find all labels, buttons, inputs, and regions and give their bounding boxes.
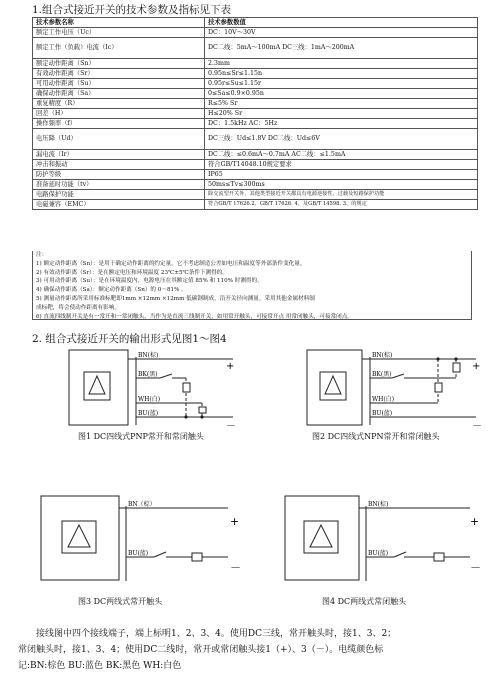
param-value: 0.95r≤Su≤1.15r [205,79,478,89]
plus-terminal: + [226,361,235,372]
paragraph-line: 接线图中四个接线端子，端上标明1、2、3、4。使用DC三线，常开触头时，接1、3、2； [36,629,397,639]
param-value: DC二线：5mA～100mA DC三线：1mA～200mA [205,38,478,59]
table-header-cell: 技术参数名称 [33,18,205,28]
table-row [33,59,478,69]
minus-terminal: － [472,421,482,431]
param-name: 额定动作距离（Sn） [33,59,205,69]
table-row [33,129,478,150]
spec-table [32,17,478,210]
param-value: 除交流型开关外，其他类型接近开关都具有电源逆接性、过载及短路保护功能 [205,190,478,200]
note-line: 6) 直流四线制开关是有一常开和一常闭触头，当作为是直流三线制开关，如用常开触头，可接常开点 用常闭触头，可接常闭点。 [36,313,353,320]
param-value: 0≤Sa≤0.9×0.95n [205,89,478,99]
param-name: 电压降（Ud） [33,129,205,150]
param-name: 电路保护功能 [33,190,205,200]
minus-terminal: － [470,561,481,574]
param-name: 准备延时功能（tv） [33,180,205,190]
param-value: DC三线：Ud≤1.8V DC二线：Ud≤6V [205,129,478,150]
param-name: 额定工作（负载）电流（Ic） [33,38,205,59]
param-name: 漏电流（Ir） [33,150,205,160]
param-name: 额定工作电压（Uc） [33,28,205,38]
param-name: 可用动作距离（Su） [33,79,205,89]
table-header-row [33,18,478,28]
table-row [33,99,478,109]
param-value: DC：10V～30V [205,28,478,38]
note-line: 成标靶，将会使动作距离有影响。 [36,304,120,311]
note-line: 1) 额定动作距离（Sn）：是用于确定动作距离的约定量。它不考虑制造公差如电压和温度等外部条件变化量。 [36,260,306,267]
figure-caption-4: 图4 DC两线式常闭触头 [322,597,407,606]
param-value: DC：1.5kHz AC：5Hz [205,119,478,129]
paragraph-line: 常闭触头时，接1、3、4；使用DC二线时，常开或常闭触头接1（+）、3（－）。电缆颜色标 [18,645,384,655]
plus-terminal: + [230,515,240,528]
param-name: 回差（H） [33,109,205,119]
plus-terminal: + [472,361,481,372]
table-row [33,38,478,59]
wiring-diagram-fig3 [40,495,246,585]
minus-terminal: － [226,421,236,431]
wire-label: WH(白) [372,396,395,403]
note-line: 3) 可用动作距离（Su）：是在环境温度内，电源电压在其额定值 85% 和 110% 时测得的。 [36,278,263,285]
table-row [33,89,478,99]
section-heading-1: 1.组合式接近开关的技术参数及指标见下表 [32,4,232,16]
wire-label: BU(蓝) [368,550,389,557]
wire-label: BN(棕) [138,352,159,359]
section-heading-2: 2. 组合式接近开关的输出形式见图1～图4 [32,333,227,345]
param-name: 重复精度（R） [33,99,205,109]
note-line: 5) 测量动作距离所采用标准标靶即1mm ×12mm ×12mm 低碳钢制成，沿开关径向测量。采用其他金属材料制 [36,295,315,302]
note-line: 注： [36,252,48,258]
table-row [33,109,478,119]
wire-label: BN(棕) [368,501,389,508]
wiring-diagram-fig4 [284,495,484,585]
param-value: R≤5% Sr [205,99,478,109]
figure-caption-2: 图2 DC四线式NPN常开和常闭触头 [312,432,440,441]
wire-label: BN（棕） [128,501,156,508]
wire-label: BK(黑) [138,371,158,378]
wire-label: WH(白) [138,396,161,403]
param-value: 2.3mm [205,59,478,69]
wire-label: BU(蓝) [128,550,149,557]
param-name: 确保动作距离（Sa） [33,89,205,99]
paragraph-line: 记:BN:棕色 BU:蓝色 BK:黑色 WH:白色 [18,661,182,671]
table-row [33,69,478,79]
param-value: 符合GB/T14048.10规定要求 [205,160,478,170]
wire-label: BU(蓝) [372,410,393,417]
param-value: IP65 [205,170,478,180]
param-name: 冲击和振动 [33,160,205,170]
figure-caption-3: 图3 DC两线式常开触头 [78,597,163,606]
param-value: DC二线：≤0.6mA～0.7mA AC二线：≤1.5mA [205,150,478,160]
wire-label: BK(黑) [372,371,392,378]
wire-label: BU(蓝) [138,410,159,417]
wiring-diagram-fig2 [306,349,484,431]
wiring-paragraph [18,626,488,674]
table-row [33,170,478,180]
wiring-diagram-fig1 [68,349,240,431]
plus-terminal: + [470,515,480,528]
wire-label: BN(棕) [372,352,393,359]
table-row [33,190,478,200]
table-row [33,150,478,160]
table-row [33,119,478,129]
param-name: 防护等级 [33,170,205,180]
table-header-cell: 技术参数数值 [205,18,478,28]
param-name: 电磁兼容（EMC） [33,200,205,210]
param-value: H≤20% Sr [205,109,478,119]
table-row [33,28,478,38]
figure-caption-1: 图1 DC四线式PNP常开和常闭触头 [78,432,204,441]
param-name: 操作频率（f） [33,119,205,129]
table-row [33,79,478,89]
notes-block [32,251,472,320]
param-value: 50ms≤Tv≤300ms [205,180,478,190]
param-value: 符合GB/T 17626.2、GB/T 17626. 4、及GB/T 14598. 3、的规定 [205,200,478,210]
table-row [33,160,478,170]
table-row [33,180,478,190]
note-line: 4) 确保动作距离（Sa）：额定动作距离（Sn）的 0～81% 。 [36,287,187,294]
table-row [33,200,478,210]
note-line: 2) 有效动作距离（Sr）：是在额定电压和环境温度 23℃±5℃条件下测得的。 [36,269,228,276]
param-value: 0.95n≤Sr≤1.15n [205,69,478,79]
param-name: 有效动作距离（Sr） [33,69,205,79]
minus-terminal: － [230,561,241,574]
